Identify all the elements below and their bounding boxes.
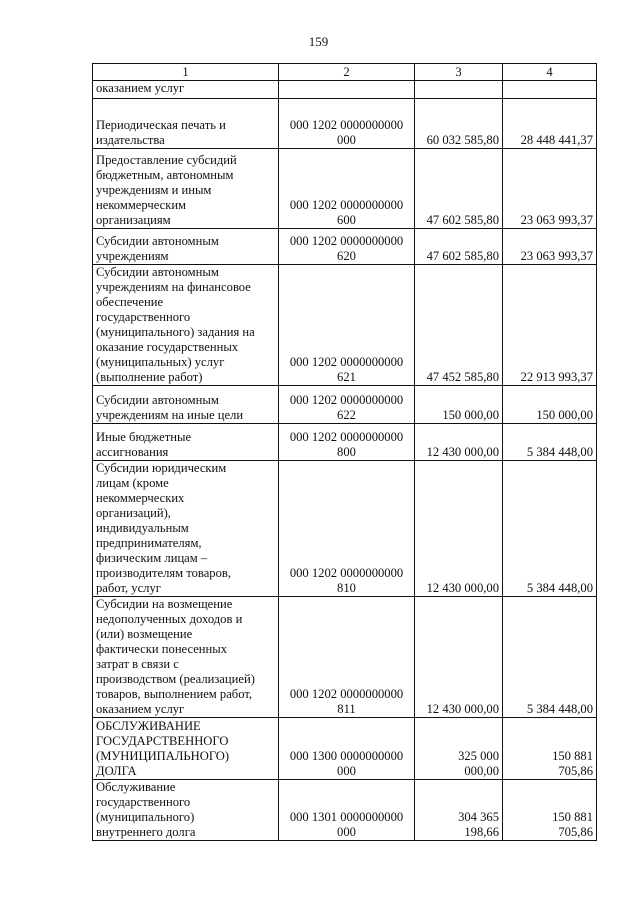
row-code-cell	[279, 265, 415, 386]
row-name-cell	[93, 81, 279, 99]
table-row	[93, 424, 597, 461]
cell-text-line: (муниципального)	[96, 810, 195, 824]
cell-text-line: Субсидии автономным	[96, 265, 219, 279]
cell-text-line: работ, услуг	[96, 581, 161, 595]
cell-text-line: Субсидии на возмещение	[96, 597, 233, 611]
row-value-col3-cell	[415, 81, 503, 99]
cell-text-line: 000 1301 0000000000	[289, 810, 404, 824]
cell-text-line: индивидуальным	[96, 521, 189, 535]
cell-text-line: государственного	[96, 795, 191, 809]
row-code-cell	[279, 99, 415, 149]
cell-text-line: 000 1300 0000000000	[289, 749, 404, 763]
row-value-col3-cell	[415, 461, 503, 597]
cell-text-line: 47 602 585,80	[426, 249, 499, 263]
row-value-col3-cell	[415, 424, 503, 461]
cell-text-line: 150 881	[552, 810, 593, 824]
cell-text-line: ОБСЛУЖИВАНИЕ	[96, 719, 201, 733]
cell-text-line: 150 000,00	[442, 408, 499, 422]
table-row	[93, 461, 597, 597]
row-code-cell	[279, 81, 415, 99]
cell-text-line: 000 1202 0000000000	[289, 393, 404, 407]
cell-text-line: лицам (кроме	[96, 476, 169, 490]
cell-text-line: организациям	[96, 213, 171, 227]
budget-table	[92, 63, 597, 841]
cell-text-line: ГОСУДАРСТВЕННОГО	[96, 734, 229, 748]
cell-text-line: организаций),	[96, 506, 171, 520]
row-name-cell	[93, 386, 279, 424]
cell-text-line: учреждениям на финансовое	[96, 280, 251, 294]
row-code-cell	[279, 461, 415, 597]
cell-text-line: 800	[337, 445, 356, 459]
row-value-col3-cell	[415, 149, 503, 229]
cell-text-line: 705,86	[558, 825, 593, 839]
table-row	[93, 99, 597, 149]
cell-text-line: 000 1202 0000000000	[289, 566, 404, 580]
column-number-4: 4	[503, 64, 597, 81]
row-value-col4-cell	[503, 597, 597, 718]
cell-text-line: Иные бюджетные	[96, 430, 192, 444]
column-number-row	[93, 64, 597, 81]
cell-text-line: 000 1202 0000000000	[289, 687, 404, 701]
table-row	[93, 780, 597, 841]
cell-text-line: 23 063 993,37	[520, 249, 593, 263]
table-row	[93, 149, 597, 229]
cell-text-line: (муниципального) задания на	[96, 325, 255, 339]
cell-text-line: 28 448 441,37	[520, 133, 593, 147]
cell-text-line: некоммерческих	[96, 491, 185, 505]
cell-text-line: производством (реализацией)	[96, 672, 255, 686]
cell-text-line: 811	[337, 702, 356, 716]
row-value-col4-cell	[503, 99, 597, 149]
cell-text-line: оказание государственных	[96, 340, 239, 354]
row-value-col3-cell	[415, 597, 503, 718]
row-name-cell	[93, 718, 279, 780]
cell-text-line: ДОЛГА	[96, 764, 137, 778]
cell-text-line: 600	[337, 213, 356, 227]
cell-text-line: товаров, выполнением работ,	[96, 687, 253, 701]
cell-text-line: Субсидии автономным	[96, 393, 219, 407]
row-name-cell	[93, 149, 279, 229]
cell-text-line: 23 063 993,37	[520, 213, 593, 227]
cell-text-line: 000,00	[464, 764, 499, 778]
table-row	[93, 718, 597, 780]
cell-text-line: (или) возмещение	[96, 627, 193, 641]
cell-text-line: бюджетным, автономным	[96, 168, 234, 182]
cell-text-line: (МУНИЦИПАЛЬНОГО)	[96, 749, 230, 763]
cell-text-line: 000 1202 0000000000	[289, 198, 404, 212]
row-value-col4-cell	[503, 780, 597, 841]
cell-text-line: (муниципальных) услуг	[96, 355, 225, 369]
cell-text-line: 304 365	[458, 810, 499, 824]
cell-text-line: издательства	[96, 133, 165, 147]
row-code-cell	[279, 597, 415, 718]
row-value-col3-cell	[415, 386, 503, 424]
cell-text-line: затрат в связи с	[96, 657, 179, 671]
cell-text-line: учреждениям и иным	[96, 183, 212, 197]
cell-text-line: 5 384 448,00	[526, 445, 593, 459]
row-name-cell	[93, 780, 279, 841]
row-name-cell	[93, 229, 279, 265]
row-value-col4-cell	[503, 229, 597, 265]
row-value-col3-cell	[415, 99, 503, 149]
cell-text-line: 000	[337, 825, 356, 839]
table-row	[93, 597, 597, 718]
cell-text-line: 000	[337, 133, 356, 147]
cell-text-line: 620	[337, 249, 356, 263]
cell-text-line: предпринимателям,	[96, 536, 202, 550]
cell-text-line: 5 384 448,00	[526, 702, 593, 716]
cell-text-line: учреждениям	[96, 249, 169, 263]
row-value-col3-cell	[415, 780, 503, 841]
cell-text-line: ассигнования	[96, 445, 169, 459]
row-name-cell	[93, 461, 279, 597]
cell-text-line: 000 1202 0000000000	[289, 355, 404, 369]
row-value-col4-cell	[503, 424, 597, 461]
cell-text-line: Обслуживание	[96, 780, 176, 794]
row-value-col4-cell	[503, 149, 597, 229]
cell-text-line: 000 1202 0000000000	[289, 118, 404, 132]
row-value-col4-cell	[503, 461, 597, 597]
cell-text-line: оказанием услуг	[96, 81, 185, 95]
cell-text-line: (выполнение работ)	[96, 370, 203, 384]
cell-text-line: 000	[337, 764, 356, 778]
cell-text-line: Предоставление субсидий	[96, 153, 237, 167]
cell-text-line: Субсидии юридическим	[96, 461, 227, 475]
row-value-col3-cell	[415, 718, 503, 780]
row-code-cell	[279, 424, 415, 461]
row-name-cell	[93, 265, 279, 386]
page-number: 159	[308, 34, 329, 49]
column-number-1: 1	[93, 64, 279, 81]
cell-text-line: 12 430 000,00	[426, 581, 499, 595]
row-value-col3-cell	[415, 265, 503, 386]
table-row	[93, 229, 597, 265]
cell-text-line: 150 881	[552, 749, 593, 763]
row-code-cell	[279, 229, 415, 265]
cell-text-line: 60 032 585,80	[426, 133, 499, 147]
cell-text-line: 621	[337, 370, 356, 384]
table-row	[93, 81, 597, 99]
cell-text-line: Субсидии автономным	[96, 234, 219, 248]
cell-text-line: обеспечение	[96, 295, 164, 309]
cell-text-line: 000 1202 0000000000	[289, 430, 404, 444]
cell-text-line: некоммерческим	[96, 198, 187, 212]
cell-text-line: 47 452 585,80	[426, 370, 499, 384]
row-value-col4-cell	[503, 718, 597, 780]
cell-text-line: 705,86	[558, 764, 593, 778]
cell-text-line: 198,66	[464, 825, 499, 839]
row-name-cell	[93, 597, 279, 718]
cell-text-line: 810	[337, 581, 356, 595]
column-number-2: 2	[279, 64, 415, 81]
row-value-col4-cell	[503, 81, 597, 99]
column-number-3: 3	[415, 64, 503, 81]
cell-text-line: 12 430 000,00	[426, 445, 499, 459]
cell-text-line: 150 000,00	[536, 408, 593, 422]
table-row	[93, 386, 597, 424]
cell-text-line: производителям товаров,	[96, 566, 231, 580]
row-value-col4-cell	[503, 386, 597, 424]
cell-text-line: 000 1202 0000000000	[289, 234, 404, 248]
cell-text-line: учреждениям на иные цели	[96, 408, 244, 422]
cell-text-line: внутреннего долга	[96, 825, 196, 839]
cell-text-line: 325 000	[458, 749, 499, 763]
row-code-cell	[279, 149, 415, 229]
table-row	[93, 265, 597, 386]
row-code-cell	[279, 780, 415, 841]
table-body	[93, 81, 597, 841]
cell-text-line: 12 430 000,00	[426, 702, 499, 716]
cell-text-line: 47 602 585,80	[426, 213, 499, 227]
cell-text-line: физическим лицам –	[96, 551, 208, 565]
row-code-cell	[279, 718, 415, 780]
cell-text-line: фактически понесенных	[96, 642, 228, 656]
cell-text-line: 22 913 993,37	[520, 370, 593, 384]
cell-text-line: 622	[337, 408, 356, 422]
cell-text-line: недополученных доходов и	[96, 612, 243, 626]
cell-text-line: государственного	[96, 310, 191, 324]
row-name-cell	[93, 424, 279, 461]
cell-text-line: оказанием услуг	[96, 702, 185, 716]
row-name-cell	[93, 99, 279, 149]
cell-text-line: 5 384 448,00	[526, 581, 593, 595]
cell-text-line: Периодическая печать и	[96, 118, 226, 132]
row-value-col4-cell	[503, 265, 597, 386]
row-value-col3-cell	[415, 229, 503, 265]
row-code-cell	[279, 386, 415, 424]
